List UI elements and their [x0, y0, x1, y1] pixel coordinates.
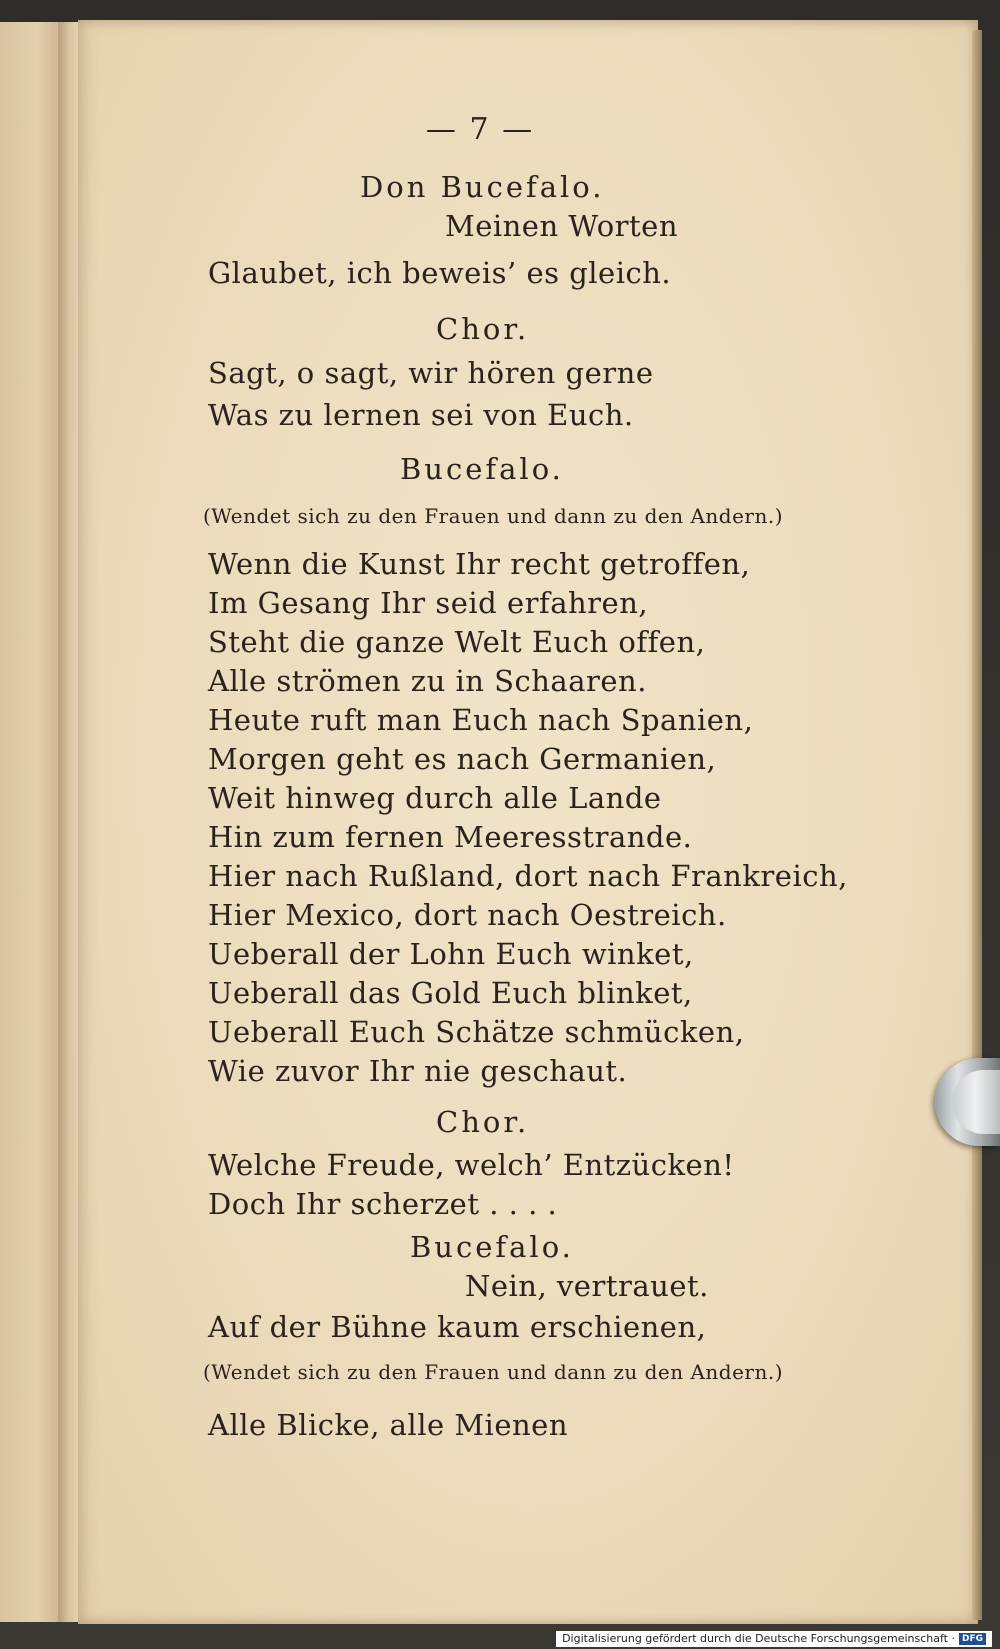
page-number: — 7 —: [425, 112, 535, 147]
verse-line: Doch Ihr scherzet . . . .: [208, 1187, 558, 1221]
verse-line: Welche Freude, welch’ Entzücken!: [208, 1148, 735, 1182]
previous-page-edge: [0, 22, 64, 1622]
verse-line: Meinen Worten: [445, 209, 679, 243]
verse-line: Heute ruft man Euch nach Spanien,: [208, 703, 754, 737]
verse-line: Sagt, o sagt, wir hören gerne: [208, 356, 654, 390]
stage-direction: (Wendet sich zu den Frauen und dann zu den Andern.): [203, 504, 784, 528]
digitization-credit: [556, 1631, 992, 1647]
verse-line: Was zu lernen sei von Euch.: [208, 398, 634, 432]
verse-line: Wenn die Kunst Ihr recht getroffen,: [208, 547, 751, 581]
verse-line: Hin zum fernen Meeresstrande.: [208, 820, 693, 854]
verse-line: Ueberall Euch Schätze schmücken,: [208, 1015, 745, 1049]
verse-line: Alle strömen zu in Schaaren.: [208, 664, 647, 698]
speaker-chor: Chor.: [436, 1105, 530, 1139]
verse-line: Nein, vertrauet.: [465, 1269, 709, 1303]
verse-line: Ueberall das Gold Euch blinket,: [208, 976, 693, 1010]
verse-line: Alle Blicke, alle Mienen: [208, 1408, 569, 1442]
speaker-chor: Chor.: [436, 312, 530, 346]
speaker-bucefalo: Bucefalo.: [410, 1230, 574, 1264]
speaker-bucefalo: Bucefalo.: [400, 452, 564, 486]
credit-text: Digitalisierung gefördert durch die Deutsche Forschungsgemeinschaft ·: [562, 1632, 955, 1645]
dfg-logo: DFG: [959, 1633, 986, 1645]
verse-line: Hier nach Rußland, dort nach Frankreich,: [208, 859, 848, 893]
verse-line: Weit hinweg durch alle Lande: [208, 781, 662, 815]
page-edge: [972, 30, 982, 1620]
verse-line: Auf der Bühne kaum erschienen,: [208, 1310, 707, 1344]
verse-line: Morgen geht es nach Germanien,: [208, 742, 717, 776]
verse-line: Hier Mexico, dort nach Oestreich.: [208, 898, 727, 932]
verse-line: Im Gesang Ihr seid erfahren,: [208, 586, 649, 620]
speaker-don-bucefalo: Don Bucefalo.: [360, 170, 605, 204]
verse-line: Steht die ganze Welt Euch offen,: [208, 625, 706, 659]
stage-direction: (Wendet sich zu den Frauen und dann zu den Andern.): [203, 1360, 784, 1384]
verse-line: Glaubet, ich beweis’ es gleich.: [208, 256, 672, 290]
verse-line: Wie zuvor Ihr nie geschaut.: [208, 1054, 628, 1088]
verse-line: Ueberall der Lohn Euch winket,: [208, 937, 694, 971]
